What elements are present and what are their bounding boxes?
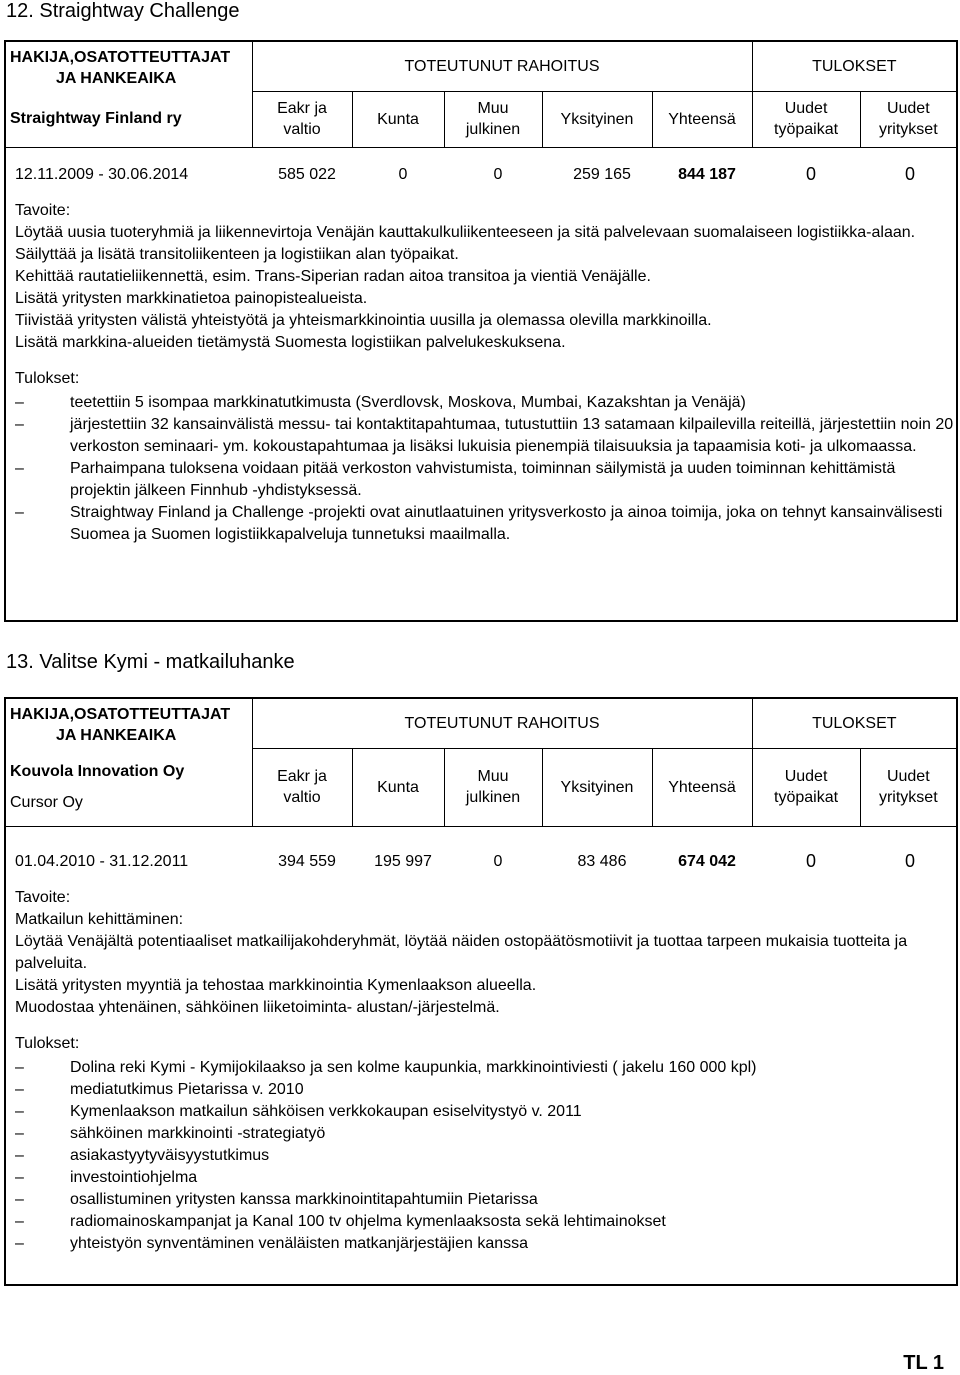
col-yritykset: Uudet yritykset <box>860 91 956 147</box>
project-description <box>6 200 956 390</box>
goal-line: Tiivistää yritysten välistä yhteistyötä ja yhteismarkkinointia uusilla ja olemassa olevilla markkinoilla. <box>15 311 712 329</box>
header-table <box>6 42 956 148</box>
dash-bullet: – <box>15 1102 24 1120</box>
project-description <box>6 887 956 1055</box>
org-label: HAKIJA,OSATOTTEUTTAJAT JA HANKEAIKA <box>6 699 252 748</box>
goal-line: Matkailun kehittäminen: <box>15 910 184 928</box>
org-name-secondary: Cursor Oy <box>10 793 83 811</box>
value-yritykset: 0 <box>904 851 915 871</box>
org-name: Kouvola Innovation Oy <box>10 762 185 780</box>
goal-line: Lisätä yritysten markkinatietoa painopistealueista. <box>15 289 368 307</box>
results-list <box>6 392 956 546</box>
results-list <box>6 1057 956 1255</box>
dash-bullet: – <box>15 503 24 521</box>
value-eakr: 585 022 <box>278 165 336 183</box>
results-label: TULOKSET <box>752 699 956 748</box>
list-item: – järjestettiin 32 kansainvälistä messu- tai kontaktitapahtumaa, tutustuttiin 13 satamaan kilpailevilla reiteillä, järjestettiin noin 20 verkoston seminaari- ym. kokoustapahtumaa ja lisäksi lukuisia pienempiä tilaisuuksia ja tapaamisia koti- ja ulkomaassa. <box>15 415 954 455</box>
col-kunta: Kunta <box>352 748 444 826</box>
dash-bullet: – <box>15 1124 24 1142</box>
list-item: – Dolina reki Kymi - Kymijokilaakso ja sen kolme kaupunkia, markkinointiviesti ( jakelu 160 000 kpl) <box>6 1057 956 1079</box>
list-item: – teetettiin 5 isompaa markkinatutkimusta (Sverdlovsk, Moskova, Mumbai, Kazakshtan ja Venäjä) <box>6 392 956 414</box>
value-tyopaikat: 0 <box>805 851 816 871</box>
col-yhteensa: Yhteensä <box>652 748 752 826</box>
value-yksityinen: 83 486 <box>577 852 627 870</box>
value-kunta: 195 997 <box>374 852 432 870</box>
section-title: 12. Straightway Challenge <box>6 0 240 22</box>
list-item: – investointiohjelma <box>6 1167 956 1189</box>
period: 12.11.2009 - 30.06.2014 <box>15 165 189 183</box>
col-muu: Muu julkinen <box>444 748 542 826</box>
dash-bullet: – <box>15 1058 24 1076</box>
goal-line: Säilyttää ja lisätä transitoliikenteen ja logistiikan alan työpaikat. <box>15 245 459 263</box>
dash-bullet: – <box>15 1212 24 1230</box>
list-item: – yhteistyön synventäminen venäläisten matkanjärjestäjien kanssa <box>6 1233 956 1255</box>
org-name: Straightway Finland ry <box>10 110 182 128</box>
dash-bullet: – <box>15 1234 24 1252</box>
values-row <box>6 847 956 877</box>
goal-line: Kehittää rautatieliikennettä, esim. Trans-Siperian radan aitoa transitoa ja vientiä Venäjälle. <box>15 267 651 285</box>
goal-label: Tavoite: <box>15 888 71 906</box>
value-yritykset: 0 <box>904 164 915 184</box>
dash-bullet: – <box>15 1190 24 1208</box>
results-text-label: Tulokset: <box>15 1034 80 1052</box>
goal-line: Löytää uusia tuoteryhmiä ja liikennevirtoja Venäjän kauttakulkuliikenteeseen ja sitä palvelevaan suomalaiseen logistiikka-alaan. <box>15 223 916 241</box>
col-muu: Muu julkinen <box>444 91 542 147</box>
value-muu: 0 <box>493 852 503 870</box>
dash-bullet: – <box>15 1168 24 1186</box>
list-item: – mediatutkimus Pietarissa v. 2010 <box>6 1079 956 1101</box>
period: 01.04.2010 - 31.12.2011 <box>15 852 189 870</box>
results-label: TULOKSET <box>752 42 956 91</box>
goal-line: Lisätä markkina-alueiden tietämystä Suomesta logistiikan palvelukeskuksena. <box>15 333 566 351</box>
col-yksityinen: Yksityinen <box>542 91 652 147</box>
col-yritykset: Uudet yritykset <box>860 748 956 826</box>
value-yhteensa: 674 042 <box>678 852 736 870</box>
dash-bullet: – <box>15 393 24 411</box>
org-cell <box>6 748 252 826</box>
org-cell <box>6 91 252 147</box>
goal-label: Tavoite: <box>15 201 71 219</box>
value-eakr: 394 559 <box>278 852 336 870</box>
col-tyopaikat: Uudet työpaikat <box>752 91 860 147</box>
header-table <box>6 699 956 827</box>
dash-bullet: – <box>15 1080 24 1098</box>
dash-bullet: – <box>15 459 24 477</box>
list-item: – Kymenlaakson matkailun sähköisen verkkokaupan esiselvitystyö v. 2011 <box>6 1101 956 1123</box>
list-item: – sähköinen markkinointi -strategiatyö <box>6 1123 956 1145</box>
col-tyopaikat: Uudet työpaikat <box>752 748 860 826</box>
dash-bullet: – <box>15 415 24 433</box>
value-muu: 0 <box>493 165 503 183</box>
value-kunta: 0 <box>398 165 408 183</box>
funding-label: TOTEUTUNUT RAHOITUS <box>252 42 752 91</box>
goal-line: Lisätä yritysten myyntiä ja tehostaa markkinointia Kymenlaakson alueella. <box>15 976 537 994</box>
project-box <box>4 697 958 1286</box>
org-label: HAKIJA,OSATOTTEUTTAJAT JA HANKEAIKA <box>6 42 252 91</box>
col-yhteensa: Yhteensä <box>652 91 752 147</box>
goal-line: Löytää Venäjältä potentiaaliset matkailijakohderyhmät, löytää näiden ostopäätösmotiivit ja tuottaa tarpeen mukaisia tuotteita ja palveluita. <box>15 932 908 972</box>
list-item: – Parhaimpana tuloksena voidaan pitää verkoston vahvistumista, toiminnan säilymistä ja uuden toiminnan kehittämistä projektin jälkeen Finnhub -yhdistyksessä. <box>15 459 896 499</box>
values-row <box>6 160 956 190</box>
project-box <box>4 40 958 622</box>
funding-label: TOTEUTUNUT RAHOITUS <box>252 699 752 748</box>
page-mark: TL 1 <box>903 1352 944 1374</box>
dash-bullet: – <box>15 1146 24 1164</box>
col-eakr: Eakr ja valtio <box>252 748 352 826</box>
list-item: – osallistuminen yritysten kanssa markkinointitapahtumiin Pietarissa <box>6 1189 956 1211</box>
value-yksityinen: 259 165 <box>573 165 631 183</box>
value-tyopaikat: 0 <box>805 164 816 184</box>
col-kunta: Kunta <box>352 91 444 147</box>
value-yhteensa: 844 187 <box>678 165 736 183</box>
list-item: – Straightway Finland ja Challenge -projekti ovat ainutlaatuinen yritysverkosto ja ainoa toimija, joka on tehnyt kansainvälisesti Suomea ja Suomen logistiikkapalveluja tunnetuksi maailmalla. <box>15 503 943 543</box>
results-text-label: Tulokset: <box>15 369 80 387</box>
list-item: – asiakastyytyväisyystutkimus <box>6 1145 956 1167</box>
goal-line: Muodostaa yhtenäinen, sähköinen liiketoiminta- alustan/-järjestelmä. <box>15 998 500 1016</box>
col-eakr: Eakr ja valtio <box>252 91 352 147</box>
list-item: – radiomainoskampanjat ja Kanal 100 tv ohjelma kymenlaaksosta sekä lehtimainokset <box>6 1211 956 1233</box>
section-title: 13. Valitse Kymi - matkailuhanke <box>6 651 295 673</box>
col-yksityinen: Yksityinen <box>542 748 652 826</box>
